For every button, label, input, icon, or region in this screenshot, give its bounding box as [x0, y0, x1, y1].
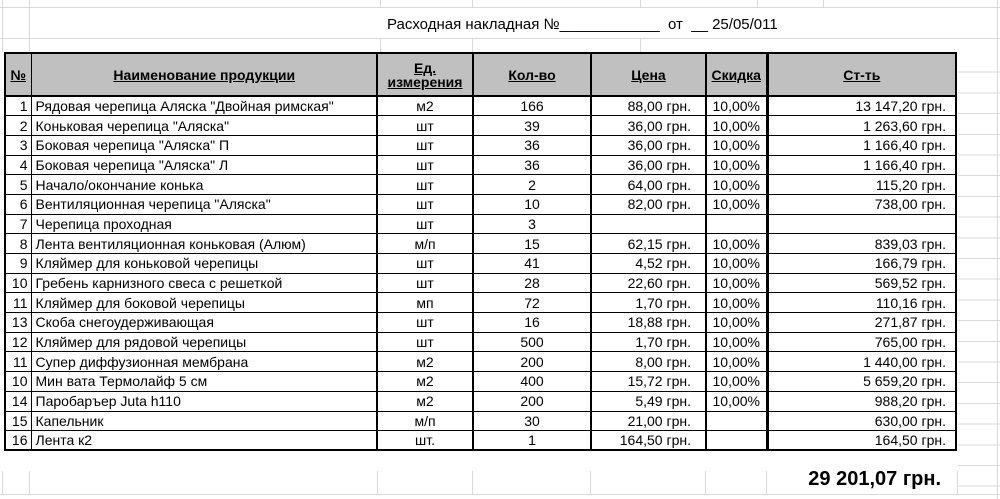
cell-row-number[interactable]: 6: [5, 194, 31, 214]
cell-product-name[interactable]: Лента вентиляционная коньковая (Алюм): [31, 234, 377, 254]
cell-total[interactable]: 738,00 грн.: [767, 194, 956, 214]
table-row: [5, 96, 956, 116]
sheet-gridline: [958, 52, 1000, 493]
cell-total[interactable]: 569,52 грн.: [767, 273, 956, 293]
cell-row-number[interactable]: 5: [5, 175, 31, 195]
sheet-gridline: [757, 0, 758, 7]
cell-discount[interactable]: 10,00%: [706, 332, 767, 352]
sheet-gridline: [377, 471, 378, 494]
cell-row-number[interactable]: 11: [5, 293, 31, 313]
table-row: [5, 175, 956, 195]
cell-total[interactable]: 1 263,60 грн.: [767, 116, 956, 136]
cell-discount[interactable]: 10,00%: [706, 391, 767, 411]
sheet-gridline: [2, 471, 3, 494]
cell-unit[interactable]: м/п: [377, 411, 473, 431]
cell-unit[interactable]: шт: [377, 194, 473, 214]
cell-discount[interactable]: 10,00%: [706, 234, 767, 254]
cell-quantity[interactable]: 30: [473, 411, 591, 431]
cell-row-number[interactable]: 16: [5, 431, 31, 451]
cell-total[interactable]: 1 166,40 грн.: [767, 135, 956, 155]
cell-quantity[interactable]: 3: [473, 214, 591, 234]
table-row: [5, 372, 956, 392]
cell-price[interactable]: 8,00 грн.: [591, 352, 706, 372]
header-num[interactable]: №: [5, 53, 31, 96]
cell-product-name[interactable]: Скоба снегоудерживающая: [31, 313, 377, 333]
cell-price[interactable]: 36,00 грн.: [591, 135, 706, 155]
sheet-gridline: [823, 0, 824, 7]
cell-price[interactable]: 36,00 грн.: [591, 155, 706, 175]
cell-discount[interactable]: 10,00%: [706, 372, 767, 392]
cell-unit[interactable]: шт: [377, 116, 473, 136]
header-unit-line1: Ед.: [413, 59, 437, 76]
cell-discount[interactable]: 10,00%: [706, 194, 767, 214]
cell-row-number[interactable]: 14: [5, 391, 31, 411]
cell-price[interactable]: [591, 214, 706, 234]
cell-unit[interactable]: шт: [377, 135, 473, 155]
cell-quantity[interactable]: 41: [473, 254, 591, 274]
cell-total[interactable]: 1 440,00 грн.: [767, 352, 956, 372]
sheet-gridline: [472, 471, 473, 494]
cell-quantity[interactable]: 166: [473, 96, 591, 116]
cell-unit[interactable]: шт: [377, 155, 473, 175]
header-unit[interactable]: [377, 53, 473, 96]
cell-quantity[interactable]: 400: [473, 372, 591, 392]
cell-discount[interactable]: 10,00%: [706, 135, 767, 155]
table-row: [5, 155, 956, 175]
cell-price[interactable]: 1,70 грн.: [591, 332, 706, 352]
cell-quantity[interactable]: 16: [473, 313, 591, 333]
cell-discount[interactable]: [706, 214, 767, 234]
cell-quantity[interactable]: 200: [473, 391, 591, 411]
cell-product-name[interactable]: Капельник: [31, 411, 377, 431]
cell-total[interactable]: 271,87 грн.: [767, 313, 956, 333]
cell-quantity[interactable]: 1: [473, 431, 591, 451]
cell-product-name[interactable]: Супер диффузионная мембрана: [31, 352, 377, 372]
header-name[interactable]: Наименование продукции: [31, 53, 377, 96]
cell-row-number[interactable]: 10: [5, 372, 31, 392]
cell-total[interactable]: 164,50 грн.: [767, 431, 956, 451]
sheet-gridline: [29, 471, 30, 494]
cell-row-number[interactable]: 15: [5, 411, 31, 431]
cell-price[interactable]: 1,70 грн.: [591, 293, 706, 313]
table-row: [5, 352, 956, 372]
cell-row-number[interactable]: 4: [5, 155, 31, 175]
cell-total[interactable]: 110,16 грн.: [767, 293, 956, 313]
cell-total[interactable]: 5 659,20 грн.: [767, 372, 956, 392]
invoice-title[interactable]: Расходная накладная №____________ от __ 25/05/011: [387, 16, 778, 33]
cell-product-name[interactable]: Черепица проходная: [31, 214, 377, 234]
cell-total[interactable]: 115,20 грн.: [767, 175, 956, 195]
cell-discount[interactable]: 10,00%: [706, 293, 767, 313]
cell-quantity[interactable]: 500: [473, 332, 591, 352]
cell-discount[interactable]: 10,00%: [706, 352, 767, 372]
cell-unit[interactable]: м2: [377, 372, 473, 392]
sheet-gridline: [640, 38, 641, 52]
cell-quantity[interactable]: 28: [473, 273, 591, 293]
cell-product-name[interactable]: Гребень карнизного свеса с решеткой: [31, 273, 377, 293]
cell-total[interactable]: 13 147,20 грн.: [767, 96, 956, 116]
table-row: [5, 411, 956, 431]
cell-total[interactable]: [767, 214, 956, 234]
cell-total[interactable]: 765,00 грн.: [767, 332, 956, 352]
cell-product-name[interactable]: Кляймер для рядовой черепицы: [31, 332, 377, 352]
invoice-table: [4, 52, 957, 451]
sheet-gridline: [472, 0, 473, 7]
cell-row-number[interactable]: 8: [5, 234, 31, 254]
header-qty[interactable]: Кол-во: [473, 53, 591, 96]
cell-price[interactable]: 5,49 грн.: [591, 391, 706, 411]
table-row: [5, 194, 956, 214]
cell-discount[interactable]: 10,00%: [706, 155, 767, 175]
cell-product-name[interactable]: Паробаръер Juta h110: [31, 391, 377, 411]
header-row: [5, 53, 956, 96]
cell-row-number[interactable]: 13: [5, 313, 31, 333]
cell-row-number[interactable]: 7: [5, 214, 31, 234]
cell-unit[interactable]: шт: [377, 254, 473, 274]
cell-quantity[interactable]: 72: [473, 293, 591, 313]
sheet-gridline: [380, 0, 381, 7]
cell-product-name[interactable]: Мин вата Термолайф 5 см: [31, 372, 377, 392]
cell-price[interactable]: 22,60 грн.: [591, 273, 706, 293]
cell-unit[interactable]: мп: [377, 293, 473, 313]
cell-quantity[interactable]: 15: [473, 234, 591, 254]
cell-discount[interactable]: [706, 431, 767, 451]
table-row: [5, 273, 956, 293]
cell-price[interactable]: 64,00 грн.: [591, 175, 706, 195]
cell-discount[interactable]: 10,00%: [706, 175, 767, 195]
cell-price[interactable]: 15,72 грн.: [591, 372, 706, 392]
cell-product-name[interactable]: Боковая черепица "Аляска" Л: [31, 155, 377, 175]
cell-product-name[interactable]: Кляймер для боковой черепицы: [31, 293, 377, 313]
table-row: [5, 431, 956, 451]
cell-discount[interactable]: 10,00%: [706, 96, 767, 116]
cell-row-number[interactable]: 1: [5, 96, 31, 116]
cell-row-number[interactable]: 12: [5, 332, 31, 352]
cell-discount[interactable]: 10,00%: [706, 313, 767, 333]
cell-quantity[interactable]: 2: [473, 175, 591, 195]
sheet-gridline: [590, 471, 591, 494]
header-unit-line2: измерения: [387, 73, 463, 90]
cell-quantity[interactable]: 39: [473, 116, 591, 136]
table-row: [5, 332, 956, 352]
cell-product-name[interactable]: Кляймер для коньковой черепицы: [31, 254, 377, 274]
cell-unit[interactable]: шт.: [377, 431, 473, 451]
table-body: [5, 96, 956, 450]
grand-total[interactable]: 29 201,07 грн.: [808, 468, 941, 490]
cell-price[interactable]: 82,00 грн.: [591, 194, 706, 214]
sheet-gridline: [2, 0, 3, 52]
cell-price[interactable]: 18,88 грн.: [591, 313, 706, 333]
cell-total[interactable]: 988,20 грн.: [767, 391, 956, 411]
cell-discount[interactable]: 10,00%: [706, 254, 767, 274]
cell-total[interactable]: 1 166,40 грн.: [767, 155, 956, 175]
sheet-gridline: [29, 0, 30, 52]
cell-unit[interactable]: шт: [377, 332, 473, 352]
cell-price[interactable]: 88,00 грн.: [591, 96, 706, 116]
table-row: [5, 391, 956, 411]
table-row: [5, 293, 956, 313]
header-discount[interactable]: Скидка: [706, 53, 767, 96]
cell-product-name[interactable]: Рядовая черепица Аляска "Двойная римская": [31, 96, 377, 116]
table-row: [5, 313, 956, 333]
header-total[interactable]: Ст-ть: [767, 53, 956, 96]
cell-unit[interactable]: шт: [377, 313, 473, 333]
cell-discount[interactable]: 10,00%: [706, 116, 767, 136]
cell-total[interactable]: 839,03 грн.: [767, 234, 956, 254]
table-row: [5, 116, 956, 136]
sheet-gridline: [0, 494, 1000, 495]
table-row: [5, 135, 956, 155]
cell-row-number[interactable]: 10: [5, 273, 31, 293]
cell-product-name[interactable]: Коньковая черепица "Аляска": [31, 116, 377, 136]
table-row: [5, 234, 956, 254]
sheet-gridline: [472, 38, 473, 52]
cell-unit[interactable]: м2: [377, 352, 473, 372]
sheet-gridline: [0, 38, 1000, 39]
header-price[interactable]: Цена: [591, 53, 706, 96]
table-row: [5, 254, 956, 274]
sheet-gridline: [640, 0, 641, 7]
cell-price[interactable]: 36,00 грн.: [591, 116, 706, 136]
table-row: [5, 214, 956, 234]
cell-quantity[interactable]: 10: [473, 194, 591, 214]
cell-product-name[interactable]: Вентиляционная черепица "Аляска": [31, 194, 377, 214]
cell-price[interactable]: 164,50 грн.: [591, 431, 706, 451]
cell-unit[interactable]: м/п: [377, 234, 473, 254]
cell-product-name[interactable]: Боковая черепица "Аляска" П: [31, 135, 377, 155]
sheet-gridline: [0, 7, 1000, 8]
cell-total[interactable]: 166,79 грн.: [767, 254, 956, 274]
cell-unit[interactable]: м2: [377, 391, 473, 411]
cell-unit[interactable]: шт: [377, 214, 473, 234]
cell-quantity[interactable]: 200: [473, 352, 591, 372]
cell-product-name[interactable]: Начало/окончание конька: [31, 175, 377, 195]
cell-unit[interactable]: шт: [377, 273, 473, 293]
cell-price[interactable]: 4,52 грн.: [591, 254, 706, 274]
cell-discount[interactable]: 10,00%: [706, 273, 767, 293]
cell-total[interactable]: 630,00 грн.: [767, 411, 956, 431]
cell-quantity[interactable]: 36: [473, 155, 591, 175]
cell-price[interactable]: 21,00 грн.: [591, 411, 706, 431]
cell-row-number[interactable]: 11: [5, 352, 31, 372]
cell-row-number[interactable]: 3: [5, 135, 31, 155]
cell-row-number[interactable]: 9: [5, 254, 31, 274]
cell-unit[interactable]: шт: [377, 175, 473, 195]
cell-row-number[interactable]: 2: [5, 116, 31, 136]
sheet-gridline: [380, 38, 381, 52]
cell-discount[interactable]: [706, 411, 767, 431]
cell-product-name[interactable]: Лента к2: [31, 431, 377, 451]
cell-price[interactable]: 62,15 грн.: [591, 234, 706, 254]
cell-quantity[interactable]: 36: [473, 135, 591, 155]
cell-unit[interactable]: м2: [377, 96, 473, 116]
